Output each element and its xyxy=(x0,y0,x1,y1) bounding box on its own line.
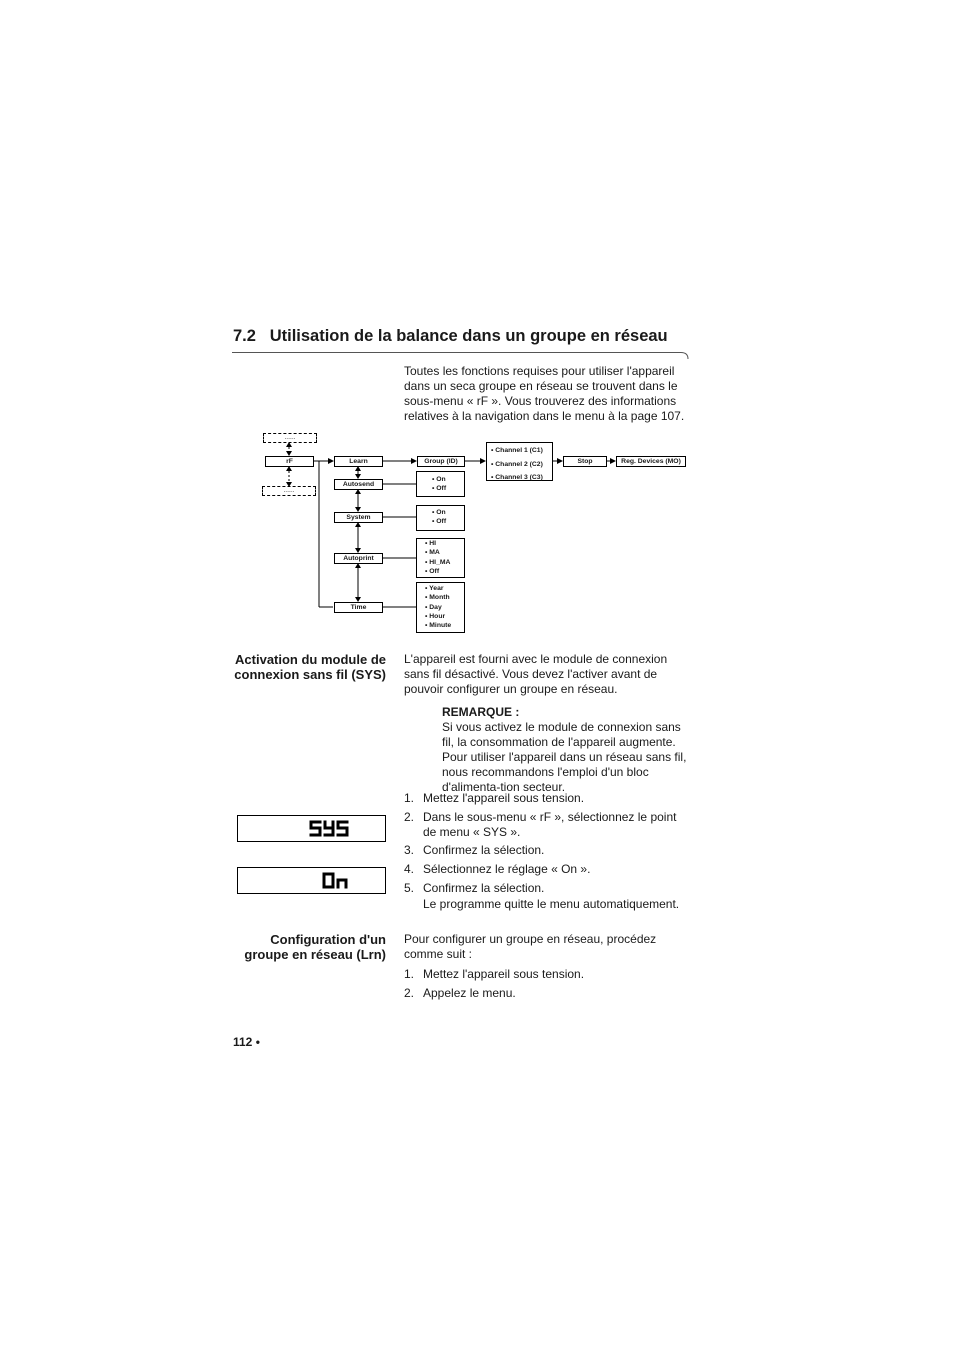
intro-paragraph: Toutes les fonctions requises pour utiliser l'appareil dans un seca groupe en réseau se trouvent dans le sous-menu « rF ». Vous trouverez des informations relatives à la navigation dans le menu à la page 107. xyxy=(404,364,685,423)
rf-box: rF xyxy=(265,456,314,467)
channel-option: • Channel 3 (C3) xyxy=(491,474,543,481)
option-item: • Day xyxy=(425,603,442,611)
step-number: 1. xyxy=(404,791,415,805)
group-id-box: Group (ID) xyxy=(417,456,465,467)
step-number: 1. xyxy=(404,967,415,981)
sys-heading xyxy=(226,652,386,682)
sys-step-4 xyxy=(404,862,694,877)
option-item: • HI xyxy=(425,540,437,547)
time-options xyxy=(416,582,465,633)
autoprint-options xyxy=(416,538,465,578)
step-number: 3. xyxy=(404,843,415,857)
channel-option: • Channel 2 (C2) xyxy=(491,460,543,468)
option-item: • Minute xyxy=(425,622,452,630)
option-item: • On xyxy=(432,476,446,483)
dots-top-box: ...... xyxy=(263,433,317,443)
sys-heading-line-2: connexion sans fil (SYS) xyxy=(234,667,386,682)
on-display-segments xyxy=(238,868,385,893)
channel-options xyxy=(486,442,553,481)
dots-bottom-box: ...... xyxy=(262,486,316,496)
lrn-heading xyxy=(226,932,386,962)
sys-step-5-sub: Le programme quitte le menu automatiquement. xyxy=(423,897,680,911)
autosend-options xyxy=(416,471,465,497)
step-number: 2. xyxy=(404,810,415,824)
lrn-heading-line-1: Configuration d'un xyxy=(270,932,386,947)
sys-step-3 xyxy=(404,843,694,858)
option-item: • Off xyxy=(432,518,447,526)
sys-display xyxy=(237,815,386,842)
lrn-step-1 xyxy=(404,967,694,982)
option-item: • HI_MA xyxy=(425,558,451,566)
note-label: REMARQUE : xyxy=(442,705,520,719)
stop-box: Stop xyxy=(563,456,607,467)
note-text: Si vous activez le module de connexion sans fil, la consommation de l'appareil augmente. Pour utiliser l'appareil dans un réseau sans fil, nous recommandons l'emploi d'un bloc d'alimenta-tion secteur. xyxy=(442,720,687,794)
learn-box: Learn xyxy=(334,456,383,467)
on-display xyxy=(237,867,386,894)
autosend-box: Autosend xyxy=(334,479,383,490)
lrn-paragraph: Pour configurer un groupe en réseau, procédez comme suit : xyxy=(404,932,657,961)
reg-devices-box: Reg. Devices (MO) xyxy=(616,456,686,467)
option-item: • On xyxy=(432,509,446,516)
sys-display-segments xyxy=(238,816,385,841)
page-number: 112 • xyxy=(233,1035,260,1049)
step-text: Confirmez la sélection. xyxy=(423,843,545,857)
section-title: Utilisation de la balance dans un groupe en réseau xyxy=(269,327,668,345)
channel-option: • Channel 1 (C1) xyxy=(491,447,543,454)
option-item: • Off xyxy=(432,485,447,493)
option-item: • MA xyxy=(425,549,440,557)
autoprint-box: Autoprint xyxy=(334,553,383,564)
sys-step-2 xyxy=(404,810,694,840)
lrn-step-2 xyxy=(404,986,694,1001)
step-text: Mettez l'appareil sous tension. xyxy=(423,967,585,981)
lrn-heading-line-2: groupe en réseau (Lrn) xyxy=(244,947,386,962)
step-text: Appelez le menu. xyxy=(423,986,516,1000)
step-text: Dans le sous-menu « rF », sélectionnez le point de menu « SYS ». xyxy=(423,810,677,839)
step-text: Mettez l'appareil sous tension. xyxy=(423,791,585,805)
section-number: 7.2 xyxy=(233,327,256,345)
sys-paragraph: L'appareil est fourni avec le module de connexion sans fil désactivé. Vous devez l'activer avant de pouvoir configurer un groupe en réseau. xyxy=(404,652,668,696)
step-text: Sélectionnez le réglage « On ». xyxy=(423,862,591,876)
step-number: 4. xyxy=(404,862,415,876)
option-item: • Off xyxy=(425,567,440,575)
system-box: System xyxy=(334,512,383,523)
step-number: 2. xyxy=(404,986,415,1000)
sys-step-5 xyxy=(404,881,694,896)
option-item: • Month xyxy=(425,594,450,602)
step-text: Confirmez la sélection. xyxy=(423,881,545,895)
option-item: • Year xyxy=(425,585,444,592)
sys-step-1 xyxy=(404,791,694,806)
option-item: • Hour xyxy=(425,612,446,620)
system-options xyxy=(416,505,465,531)
step-number: 5. xyxy=(404,881,415,895)
time-box: Time xyxy=(334,602,383,613)
sys-heading-line-1: Activation du module de xyxy=(235,652,386,667)
